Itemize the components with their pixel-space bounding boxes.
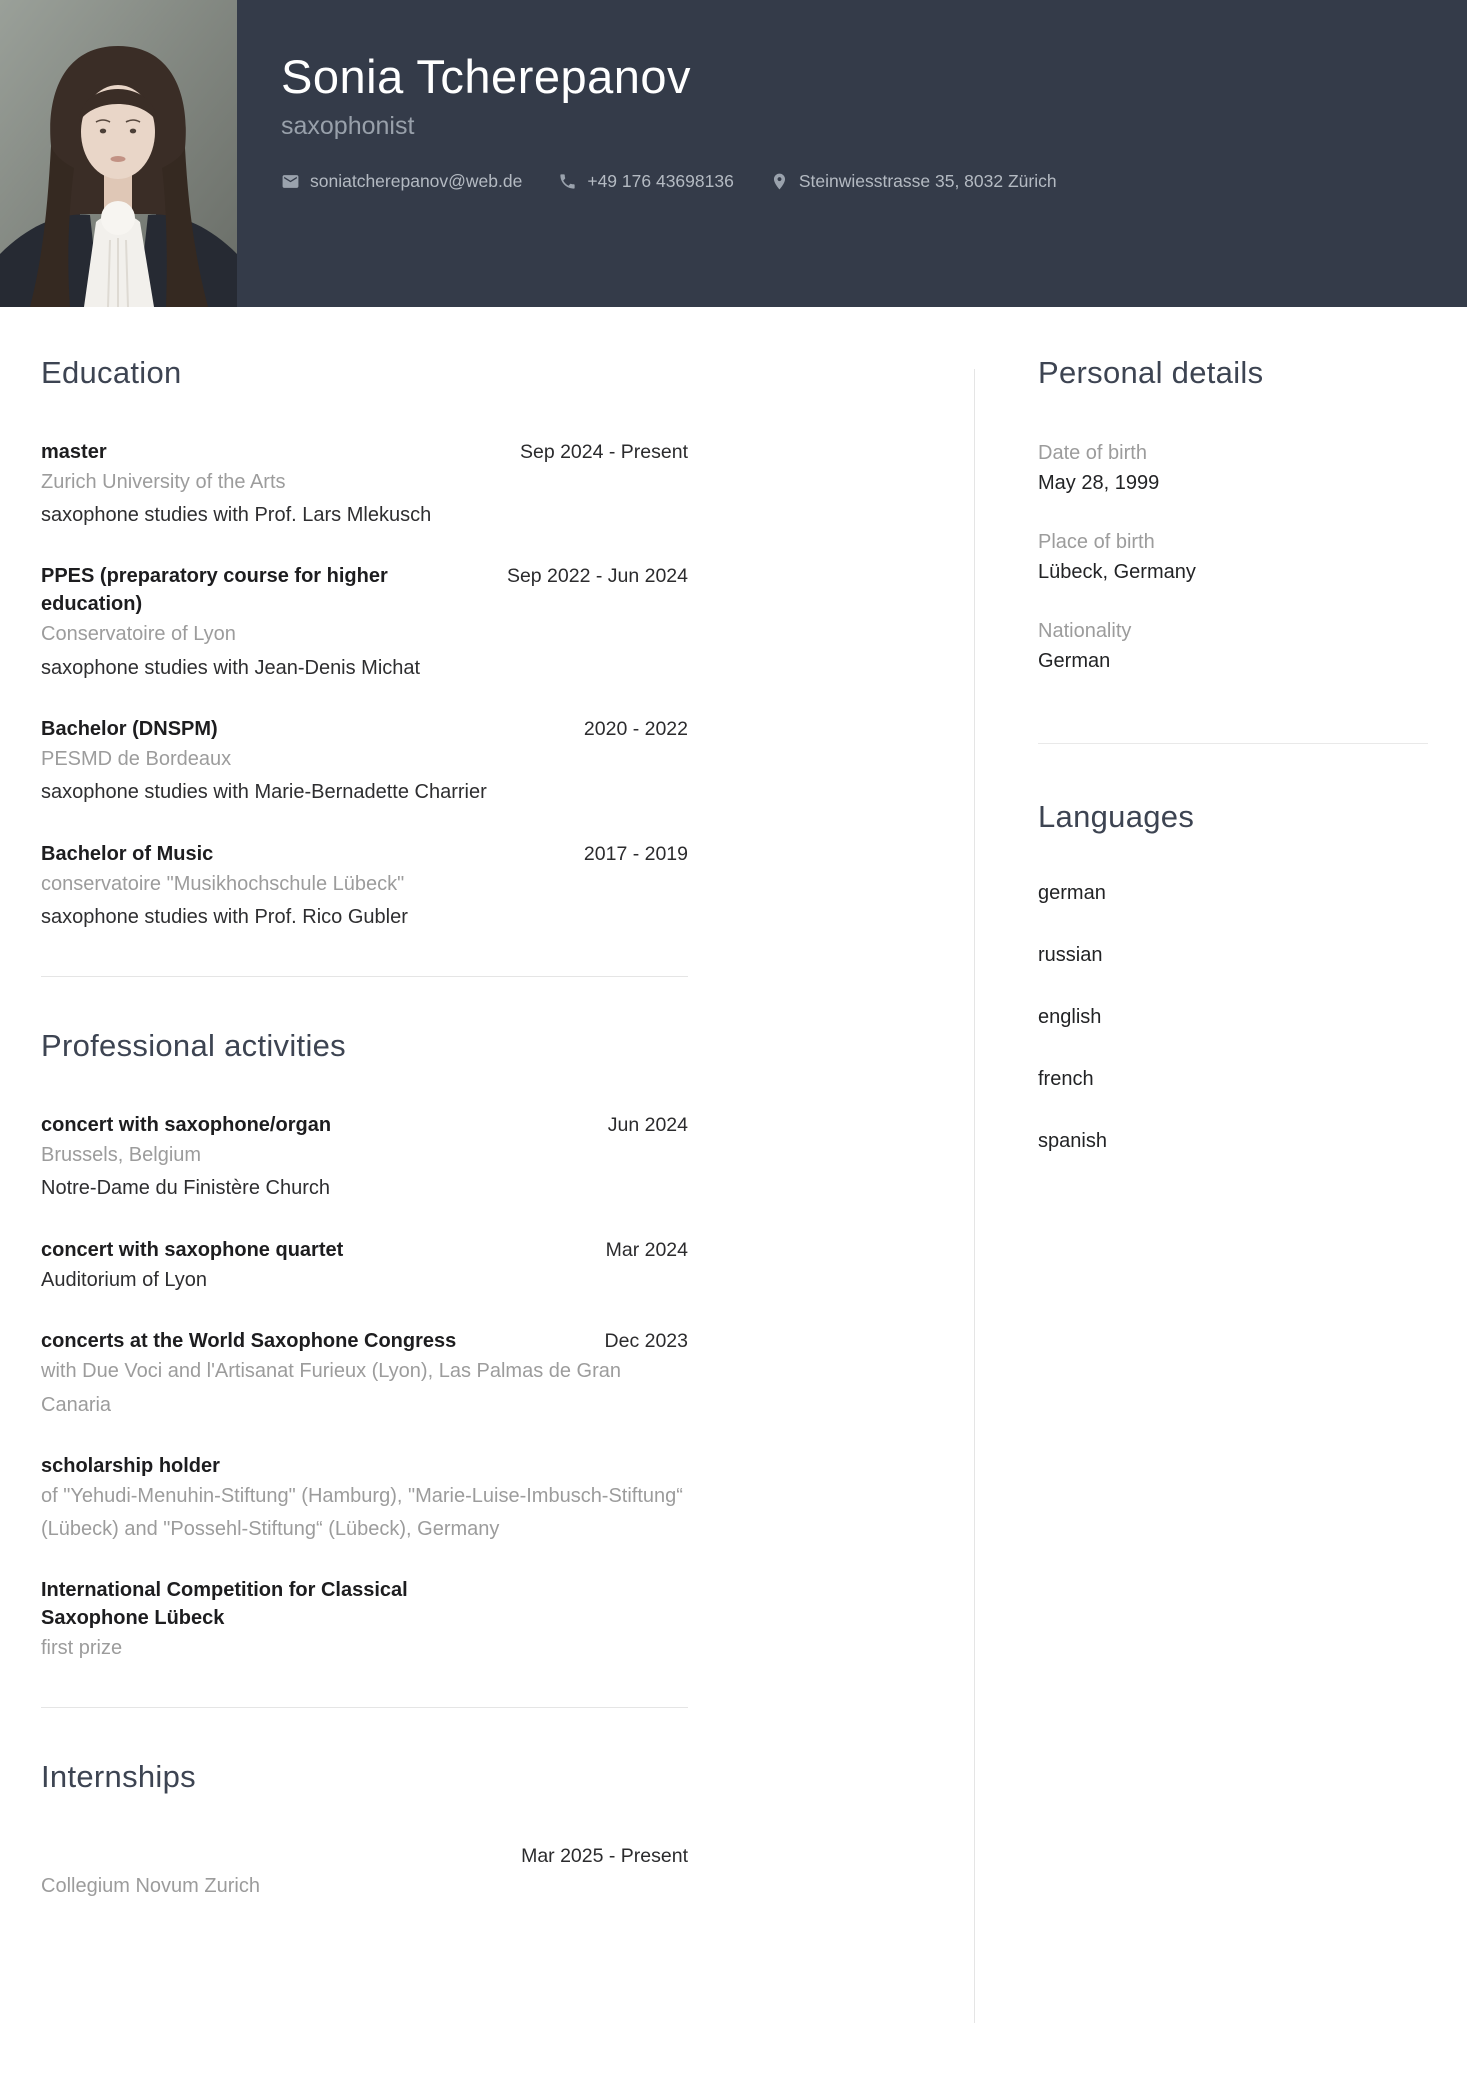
entry-description: saxophone studies with Jean-Denis Michat — [41, 656, 421, 679]
email-contact — [281, 171, 522, 192]
envelope-icon — [281, 172, 300, 191]
page-title: Sonia Tcherepanov — [281, 50, 692, 103]
header-info — [237, 0, 1057, 307]
entry-date: Jun 2024 — [607, 1113, 688, 1136]
address-text: Steinwiesstrasse 35, 8032 Zürich — [798, 171, 1057, 192]
entry-date: Mar 2024 — [605, 1238, 688, 1261]
section-heading-professional: Professional activities — [41, 1028, 346, 1064]
entry-organization: Conservatoire of Lyon — [41, 623, 236, 646]
section-heading-personal-details: Personal details — [1038, 355, 1264, 390]
entry-note: of "Yehudi-Menuhin-Stiftung" (Hamburg), "Marie-Luise-Imbusch-Stiftung“ (Lübeck) and "Possehl-Stiftung“ (Lübeck), Germany — [41, 1484, 683, 1540]
phone-contact — [558, 171, 733, 192]
internship-entry — [41, 1842, 688, 1903]
personal-detail — [1038, 438, 1428, 499]
entry-title: Bachelor of Music — [41, 842, 214, 865]
detail-value: German — [1038, 649, 1111, 672]
personal-detail — [1038, 527, 1428, 588]
section-heading-languages: Languages — [1038, 798, 1195, 834]
professional-entry — [41, 1111, 688, 1206]
section-divider — [41, 1707, 688, 1708]
detail-value: Lübeck, Germany — [1038, 560, 1196, 583]
entry-title: concerts at the World Saxophone Congress — [41, 1330, 457, 1353]
language-item: spanish — [1038, 1129, 1107, 1152]
location-pin-icon — [770, 172, 789, 191]
entry-note: with Due Voci and l'Artisanat Furieux (Lyon), Las Palmas de Gran Canaria — [41, 1360, 622, 1416]
phone-icon — [558, 172, 577, 191]
entry-title: Bachelor (DNSPM) — [41, 717, 218, 740]
entry-date: Sep 2022 - Jun 2024 — [506, 565, 688, 588]
entry-organization: Zurich University of the Arts — [41, 471, 286, 494]
contact-row — [281, 171, 1057, 192]
education-entry — [41, 840, 688, 935]
sidebar-divider — [1038, 743, 1428, 744]
entry-organization: Collegium Novum Zurich — [41, 1875, 260, 1898]
header — [0, 0, 1467, 307]
entry-description: saxophone studies with Prof. Rico Gubler — [41, 905, 408, 928]
entry-description: saxophone studies with Prof. Lars Mlekusch — [41, 504, 432, 527]
education-entry — [41, 562, 688, 684]
entry-title: scholarship holder — [41, 1454, 220, 1477]
content — [0, 307, 1467, 1934]
entry-date: 2017 - 2019 — [583, 842, 688, 865]
language-item: english — [1038, 1005, 1102, 1028]
entry-title: PPES (preparatory course for higher education) — [41, 565, 388, 616]
column-divider — [974, 369, 975, 2023]
section-heading-education: Education — [41, 355, 182, 390]
entry-location: Brussels, Belgium — [41, 1144, 202, 1167]
detail-value: May 28, 1999 — [1038, 471, 1160, 494]
entry-title: concert with saxophone/organ — [41, 1113, 332, 1136]
detail-label: Place of birth — [1038, 530, 1155, 553]
section-divider — [41, 976, 688, 977]
entry-title: master — [41, 440, 107, 463]
entry-description: Auditorium of Lyon — [41, 1268, 208, 1291]
professional-entry — [41, 1576, 688, 1665]
entry-date: Dec 2023 — [604, 1330, 688, 1353]
sidebar — [1038, 352, 1428, 1934]
entry-description: Notre-Dame du Finistère Church — [41, 1177, 330, 1200]
professional-entry — [41, 1236, 688, 1297]
personal-detail — [1038, 616, 1428, 677]
phone-text: +49 176 43698136 — [587, 171, 734, 192]
detail-label: Nationality — [1038, 619, 1132, 642]
entry-note: first prize — [41, 1637, 123, 1660]
entry-title: concert with saxophone quartet — [41, 1238, 344, 1261]
professional-entry — [41, 1327, 688, 1422]
section-heading-internships: Internships — [41, 1759, 196, 1795]
education-entry — [41, 438, 688, 533]
entry-title: International Competition for Classical Saxophone Lübeck — [41, 1579, 408, 1630]
language-item: french — [1038, 1067, 1094, 1090]
email-text: soniatcherepanov@web.de — [310, 171, 523, 192]
entry-date: 2020 - 2022 — [583, 717, 688, 740]
education-entry — [41, 715, 688, 810]
entry-organization: PESMD de Bordeaux — [41, 748, 232, 771]
detail-label: Date of birth — [1038, 441, 1147, 464]
main-column — [41, 352, 688, 1934]
profile-photo — [0, 0, 237, 307]
entry-date: Sep 2024 - Present — [519, 440, 688, 463]
entry-organization: conservatoire "Musikhochschule Lübeck" — [41, 872, 405, 895]
job-title: saxophonist — [281, 112, 415, 141]
language-item: german — [1038, 881, 1106, 904]
language-item: russian — [1038, 943, 1103, 966]
address-contact — [770, 171, 1057, 192]
entry-description: saxophone studies with Marie-Bernadette Charrier — [41, 781, 487, 804]
professional-entry — [41, 1452, 688, 1546]
entry-date: Mar 2025 - Present — [521, 1845, 688, 1868]
